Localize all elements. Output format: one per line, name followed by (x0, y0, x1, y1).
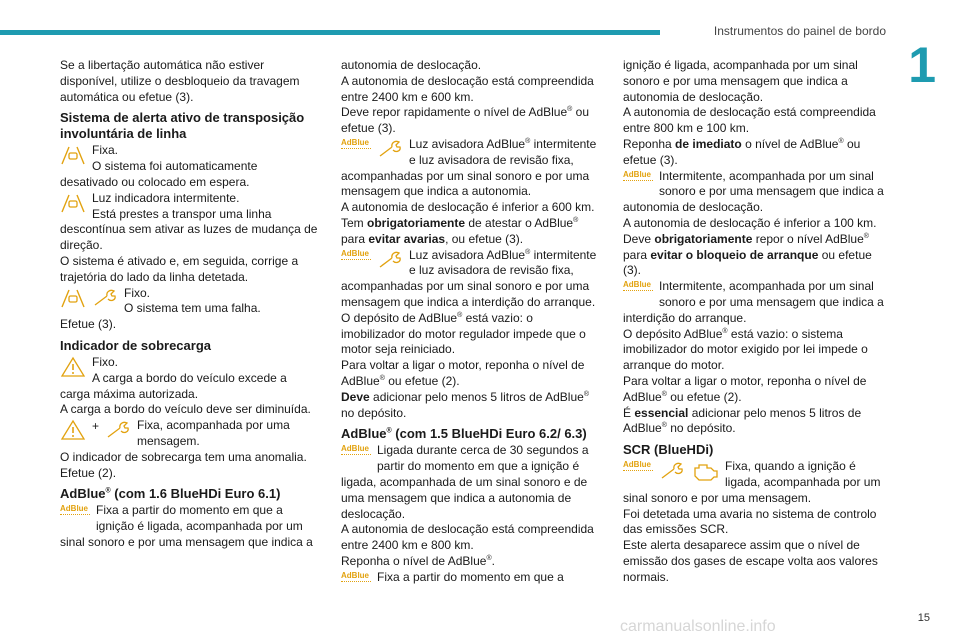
lane-section-title: Sistema de alerta ativo de transposição involuntária de linha (60, 110, 305, 142)
watermark: carmanualsonline.info (620, 618, 776, 635)
intro-paragraph: Se a libertação automática não estiver disponível, utilize o desbloqueio da travagem automática ou efetue (3). (60, 58, 300, 104)
adblue-icon: AdBlue (60, 504, 90, 519)
overload-entry-fixed: Fixo. A carga a bordo do veículo excede a carga máxima autorizada. (60, 354, 287, 401)
adblue62-entry-2: AdBlue Fixa a partir do momento em que a (341, 569, 564, 584)
adblue-icon: AdBlue (341, 444, 371, 459)
lane-departure-icon (60, 287, 86, 309)
column-1: Se a libertação automática não estiver disponível, utilize o desbloqueio da travagem automática ou efetue (3). Sistema de alerta ativo de transposição involuntária de linha Fixa. O sistema foi automaticamente desativado ou colocado em espera. Luz indicadora intermitente. Está prestes a transpor uma linha descontínua sem ativar as luzes de mudança de direção. O sistema é ativado e, em seguida, corrige a trajetória do lado da linha detetada. Fixo. O sistema tem uma falha. Efetue (3). Indicador de sobrecarga Fixo. A carga a bordo do veículo excede a carga máxima autorizada. A carga a bordo do veículo deve ser diminuída. + Fixa, acompanhada por uma mensagem. O indicador de sobrecarga tem uma anomalia. Efetue (2). AdBlue® (com 1.6 BlueHDi Euro 6.1) AdBlue Fixa a partir do momento em que a ignição é ligada, acompanhada por um sinal sonoro e por uma mensagem que indica a (60, 58, 318, 549)
lane-departure-icon (60, 192, 86, 214)
adblue-service-entry-1: AdBlue Luz avisadora AdBlue® intermitente e luz avisadora de revisão fixa, acompanhadas por um sinal sonoro e por uma mensagem que indica a autonomia. (341, 136, 597, 199)
overload-section-title: Indicador de sobrecarga (60, 337, 211, 353)
adblue-icon: AdBlue (623, 460, 653, 475)
adblue62-section-title: AdBlue® (com 1.5 BlueHDi Euro 6.2/ 6.3) (341, 426, 587, 442)
chapter-number: 1 (908, 37, 936, 93)
warning-triangle-icon (60, 356, 86, 378)
adblue-icon: AdBlue (623, 280, 653, 295)
lane-entry-fixed: Fixa. O sistema foi automaticamente desativado ou colocado em espera. (60, 143, 258, 189)
adblue-icon: AdBlue (341, 138, 371, 153)
wrench-icon (105, 419, 131, 441)
wrench-icon (377, 138, 403, 160)
scr-entry: AdBlue Fixa, quando a ignição é ligada, acompanhada por um sinal sonoro e por uma mensagem. (623, 459, 881, 505)
warning-triangle-icon (60, 419, 86, 441)
wrench-icon (92, 287, 118, 309)
lane-departure-icon (60, 144, 86, 166)
engine-icon (691, 460, 719, 482)
column-2: autonomia de deslocação. A autonomia de deslocação está compreendida entre 2400 km e 600 km. Deve repor rapidamente o nível de AdBlue® ou efetue (3). AdBlue Luz avisadora AdBlue® intermitente e luz avisadora de revisão fixa, acompanhadas por um sinal sonoro e por uma mensagem que indica a autonomia. A autonomia de deslocação é inferior a 600 km. Tem obrigatoriamente de atestar o AdBlue® para evitar avarias, ou efetue (3). AdBlue Luz avisadora AdBlue® intermitente e luz avisadora de revisão fixa, acompanhadas por um sinal sonoro e por uma mensagem que indica a interdição do arranque. O depósito de AdBlue® está vazio: o imobilizador do motor regulador impede que o motor seja reiniciado. Para voltar a ligar o motor, reponha o nível de AdBlue® ou efetue (2). Deve adicionar pelo menos 5 litros de AdBlue® no depósito. AdBlue® (com 1.5 BlueHDi Euro 6.2/ 6.3) AdBlue Ligada durante cerca de 30 segundos a partir do momento em que a ignição é ligada, acompanhada de um sinal sonoro e de uma mensagem que indica a autonomia de deslocação. A autonomia de deslocação está compreendida entre 2400 km e 800 km. Reponha o nível de AdBlue®. AdBlue Fixa a partir do momento em que a (341, 58, 599, 599)
page-header-title: Instrumentos do painel de bordo (713, 24, 886, 38)
adblue-icon: AdBlue (341, 571, 371, 586)
wrench-icon (377, 249, 403, 271)
adblue61-entry: AdBlue Fixa a partir do momento em que a ignição é ligada, acompanhada por um sinal sonoro e por uma mensagem que indica a (60, 503, 313, 549)
adblue-icon: AdBlue (623, 170, 653, 185)
lane-entry-flashing: Luz indicadora intermitente. Está prestes a transpor uma linha descontínua sem ativar as luzes de mudança de direção. (60, 190, 318, 253)
column-3: ignição é ligada, acompanhada por um sinal sonoro e por uma mensagem que indica a autonomia de deslocação. A autonomia de deslocação está compreendida entre 800 km e 100 km. Reponha de imediato o nível de AdBlue® ou efetue (3). AdBlue Intermitente, acompanhada por um sinal sonoro e por uma mensagem que indica a autonomia de deslocação. A autonomia de deslocação é inferior a 100 km. Deve obrigatoriamente repor o nível AdBlue® para evitar o bloqueio de arranque ou efetue (3). AdBlue Intermitente, acompanhada por um sinal sonoro e por uma mensagem que indica a interdição do arranque. O depósito AdBlue® está vazio: o sistema imobilizador do motor exigido por lei impede o arranque do motor. Para voltar a ligar o motor, reponha o nível de AdBlue® ou efetue (2). É essencial adicionar pelo menos 5 litros de AdBlue® no depósito. SCR (BlueHDi) AdBlue Fixa, quando a ignição é ligada, acompanhada por um sinal sonoro e por uma mensagem. Foi detetada uma avaria no sistema de controlo das emissões SCR. Este alerta desaparece assim que o nível de emissão dos gases de escape volta aos valores normais. (623, 58, 884, 584)
scr-section-title: SCR (BlueHDi) (623, 442, 714, 458)
adblue-flash-entry-2: AdBlue Intermitente, acompanhada por um sinal sonoro e por uma mensagem que indica a interdição do arranque. (623, 279, 884, 325)
page-number: 15 (917, 612, 930, 624)
wrench-icon (659, 460, 685, 482)
adblue-service-entry-2: AdBlue Luz avisadora AdBlue® intermitente e luz avisadora de revisão fixa, acompanhadas por um sinal sonoro e por uma mensagem que indica a interdição do arranque. (341, 247, 597, 309)
plus-sign: + (92, 419, 100, 434)
adblue62-entry-1: AdBlue Ligada durante cerca de 30 segundos a partir do momento em que a ignição é ligada, acompanhada de um sinal sonoro e de uma mensagem que indica a autonomia de deslocação. (341, 443, 589, 521)
adblue61-section-title: AdBlue® (com 1.6 BlueHDi Euro 6.1) (60, 486, 281, 502)
adblue-flash-entry-1: AdBlue Intermitente, acompanhada por um sinal sonoro e por uma mensagem que indica a autonomia de deslocação. (623, 168, 884, 215)
header-accent-bar (0, 30, 660, 35)
overload-entry-message: + Fixa, acompanhada por uma mensagem. (60, 418, 318, 450)
lane-entry-fault: Fixo. O sistema tem uma falha. (60, 286, 318, 318)
adblue-icon: AdBlue (341, 249, 371, 264)
